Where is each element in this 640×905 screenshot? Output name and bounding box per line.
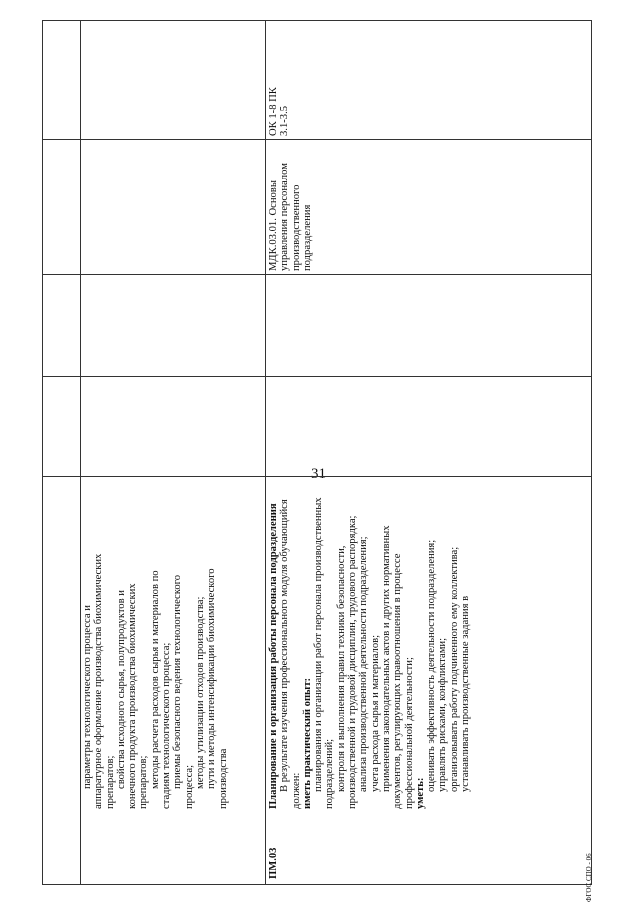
table-border-top [42,20,43,885]
column-divider [42,476,592,477]
practice-item: контроля и выполнения правил техники безопасности, производственной и трудовой дисциплин, трудового распорядка; [335,515,359,809]
skills-heading: уметь: [414,777,426,809]
text-line: методы утилизации отходов производства; [194,596,206,789]
row-divider [265,20,266,885]
column-divider [42,139,592,140]
text-line: приемы безопасного ведения технологического [172,574,184,789]
page-number: 31 [311,466,326,482]
competencies-cell: ОК 1-8 ПК 3.1-3.5 [268,87,291,136]
text-line: пути и методы интенсификации биохимического [206,568,218,789]
column-divider [42,274,592,275]
module-content-cell [268,479,471,809]
skill-item: оценивать эффективность деятельности подразделения; [426,539,438,792]
practice-item: применения законодательных актов и других нормативных документов, регулирующих правоотношения в процессе профессиональной деятельности; [380,525,415,809]
practice-item: анализа производственной деятельности подразделения; [358,536,370,792]
footer-code: ФГОС СПО - 06 [585,853,593,902]
text-line: стадиям технологического процесса; [161,642,173,809]
table-border-bottom [591,20,592,885]
practice-item: учета расхода сырья и материалов; [369,634,381,792]
table-border-right [42,20,592,21]
text-line: аппаратурное оформление производства биохимических [93,553,105,809]
table-border-left [42,884,592,885]
module-code: ПМ.03 [268,847,279,879]
column-divider [42,376,592,377]
module-intro: В результате изучения профессионального модуля обучающийся должен: [279,499,302,809]
text-line: процесса; [183,764,195,809]
text-line: препаратов; [104,755,116,809]
row-divider [80,20,81,885]
text-line: производства [217,748,229,809]
skill-item: устанавливать производственные задания в [460,595,472,792]
practice-item: планирования и организации работ персонала производственных подразделений; [313,497,336,809]
text-line: параметры технологического процесса и [82,605,93,789]
module-title: Планирование и организация работы персонала подразделения [268,503,279,809]
text-line: препаратов; [138,755,150,809]
text-line: методы расчета расходов сырья и материалов по [149,570,161,789]
text-line: конечного продукта производства биохимических [127,583,139,809]
continuation-cell [82,479,229,809]
skill-item: организовывать работу подчиненного ему коллектива; [448,546,460,792]
skill-item: управлять рисками, конфликтами; [437,637,449,792]
text-line: свойства исходного сырья, полупродуктов и [115,590,127,789]
competency-table [42,20,592,885]
mdk-cell: МДК.03.01. Основы управления персоналом производственного подразделения [268,163,313,271]
practice-heading: иметь практический опыт: [301,677,313,809]
